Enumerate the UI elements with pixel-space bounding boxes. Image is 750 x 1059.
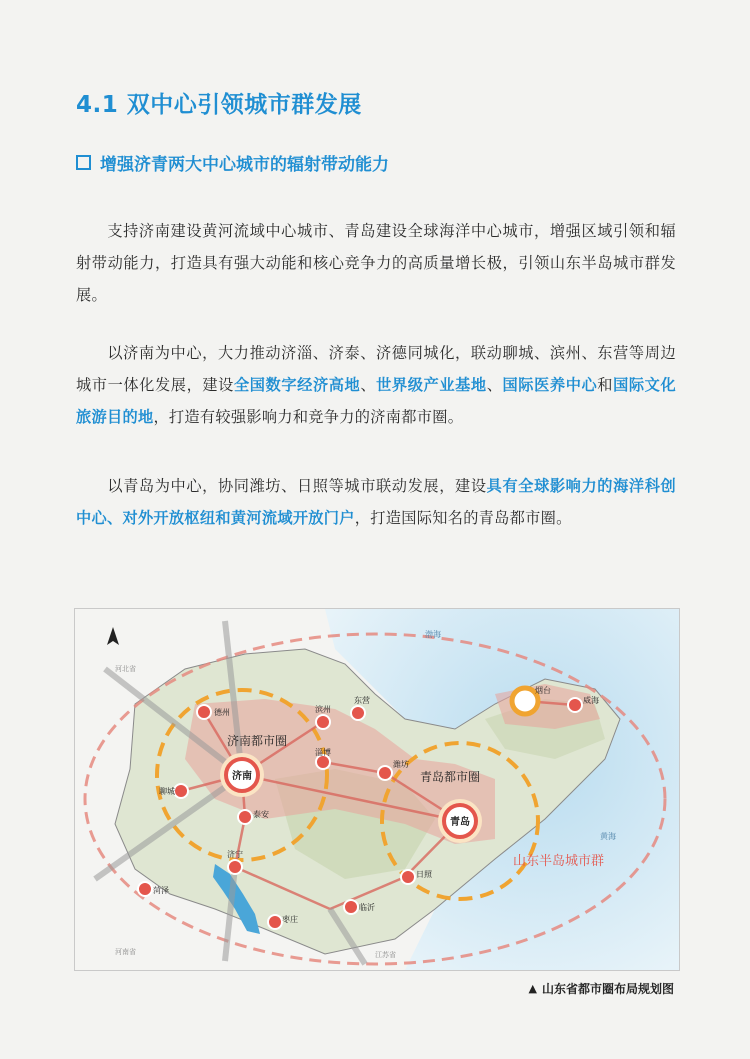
section-title: 4.1 双中心引领城市群发展	[76, 92, 362, 118]
label-dezhou: 德州	[214, 708, 230, 717]
p2-sep-2: 、	[486, 376, 503, 394]
label-taian: 泰安	[253, 810, 269, 819]
paragraph-1-text: 支持济南建设黄河流域中心城市、青岛建设全球海洋中心城市，增强区域引领和辐射带动能力，打造具有强大动能和核心竞争力的高质量增长极，引领山东半岛城市群发展。	[76, 222, 676, 304]
label-dongying: 东营	[354, 696, 370, 705]
planning-map	[74, 608, 680, 971]
label-jining: 济宁	[227, 850, 243, 859]
label-zibo: 淄博	[315, 748, 331, 757]
subheading-text: 增强济青两大中心城市的辐射带动能力	[100, 155, 389, 175]
subheading	[76, 150, 389, 175]
checkbox-square-icon	[76, 155, 91, 170]
p2-highlight-2: 世界级产业基地	[376, 376, 487, 394]
p2-sep-3: 和	[597, 376, 614, 394]
label-henan: 河南省	[115, 948, 136, 956]
label-huanghai: 黄海	[600, 832, 616, 841]
label-yantai: 烟台	[535, 686, 551, 695]
label-liaocheng: 聊城	[159, 787, 175, 796]
paragraph-1	[76, 215, 676, 311]
p3-highlight-1: 具有全球影响力的海洋科创中心、对外开放枢纽和黄河流域开放门户	[76, 477, 677, 527]
label-weifang: 潍坊	[393, 760, 409, 769]
label-binzhou: 滨州	[315, 705, 331, 714]
caption-text: 山东省都市圈布局规划图	[541, 982, 674, 996]
label-rizhao: 日照	[416, 870, 432, 879]
p2-highlight-1: 全国数字经济高地	[233, 376, 361, 394]
label-peninsula: 山东半岛城市群	[513, 854, 605, 869]
p3-text-1: 以青岛为中心，协同潍坊、日照等城市联动发展，建设	[107, 477, 487, 495]
p2-highlight-3: 国际医养中心	[502, 376, 598, 394]
map-caption	[529, 980, 674, 997]
paragraph-3	[76, 470, 676, 534]
label-linyi: 临沂	[359, 903, 375, 912]
label-jinan: 济南	[232, 771, 252, 782]
label-heze: 菏泽	[153, 886, 169, 895]
label-jinan-circle: 济南都市圈	[227, 734, 288, 748]
triangle-up-icon: ▲	[528, 982, 537, 995]
label-qingdao-circle: 青岛都市圈	[420, 770, 481, 784]
label-zaozhuang: 枣庄	[282, 915, 298, 924]
label-hebei: 河北省	[115, 665, 136, 673]
p3-text-2: ，打造国际知名的青岛都市圈。	[354, 509, 572, 527]
label-qingdao: 青岛	[450, 817, 470, 828]
label-jiangsu: 江苏省	[375, 951, 396, 959]
p2-sep-1: 、	[360, 376, 377, 394]
p2-highlight-4: 国际文化旅游目的地	[76, 376, 676, 426]
label-weihai: 威海	[583, 696, 599, 705]
label-bohai: 渤海	[425, 630, 441, 639]
map-svg	[75, 609, 679, 970]
p2-text-1: 以济南为中心，大力推动济淄、济泰、济德同城化，联动聊城、滨州、东营等周边城市一体化发展，建设	[76, 344, 676, 394]
p2-text-2: ，打造有较强影响力和竞争力的济南都市圈。	[153, 408, 464, 426]
paragraph-2	[76, 337, 676, 433]
